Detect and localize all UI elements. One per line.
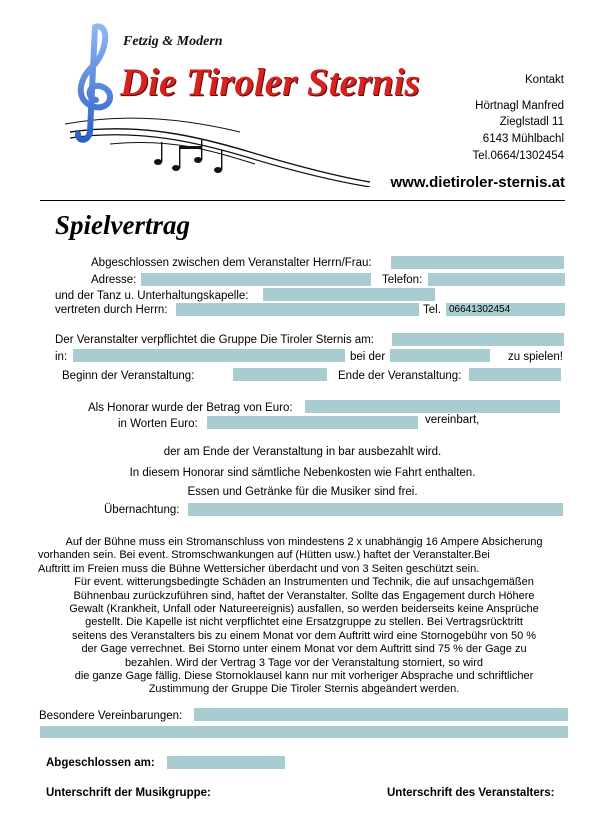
terms-line: die ganze Gage fällig. Diese Stornoklausel kann nur mit vorheriger Absprache und schriftlicher <box>74 670 534 683</box>
end-label: Ende der Veranstaltung: <box>338 370 462 382</box>
tel-field[interactable]: 06641302454 <box>446 303 565 316</box>
contact-street: Zieglstadl 11 <box>499 116 564 128</box>
play-label: zu spielen! <box>508 351 563 363</box>
address-field[interactable] <box>141 273 371 286</box>
terms-line: der Gage verrechnet. Bei Storno unter einem Monat vor dem Auftritt sind 75 % der Gage zu <box>81 643 527 656</box>
terms-block <box>38 536 570 697</box>
in-label: in: <box>55 351 68 363</box>
organizer-field[interactable] <box>391 256 564 269</box>
terms-line: seitens des Veranstalters bis zu einem Monat vor dem Auftritt wird eine Stornogebühr von 50 % <box>71 629 537 642</box>
organizer-label: Abgeschlossen zwischen dem Veranstalter Herrn/Frau: <box>91 257 372 269</box>
fee-field[interactable] <box>305 400 560 413</box>
end-field[interactable] <box>469 368 561 381</box>
words-label: in Worten Euro: <box>118 418 198 430</box>
logo-tagline: Fetzig & Modern <box>123 34 223 49</box>
at-label: bei der <box>350 351 386 363</box>
overnight-field[interactable] <box>188 503 563 516</box>
location-field[interactable] <box>73 349 345 362</box>
terms-line: bezahlen. Wird der Vertrag 3 Tage vor der Veranstaltung storniert, so wird <box>124 656 484 669</box>
start-field[interactable] <box>233 368 327 381</box>
terms-line: Bühnenbau zurückzuführen sind, haftet der Veranstalter. Sollte das Engagement durch Höhere <box>73 589 535 602</box>
start-label: Beginn der Veranstaltung: <box>62 370 195 382</box>
phone-field[interactable] <box>428 273 565 286</box>
tel-label: Tel. <box>423 304 441 316</box>
represented-field[interactable] <box>176 303 419 316</box>
concluded-label: Abgeschlossen am: <box>46 757 155 769</box>
contact-phone: Tel.0664/1302454 <box>472 150 564 162</box>
food-text: Essen und Getränke für die Musiker sind frei. <box>187 486 418 498</box>
incl-text: In diesem Honorar sind sämtliche Nebenkosten wie Fahrt enthalten. <box>129 467 476 479</box>
special-label: Besondere Vereinbarungen: <box>39 710 183 722</box>
logo-name: Die Tiroler Sternis <box>120 61 420 104</box>
band-field[interactable] <box>263 288 435 301</box>
terms-line: Zustimmung der Gruppe Die Tiroler Sternis abgeändert werden. <box>148 683 460 696</box>
event-field[interactable] <box>390 349 490 362</box>
contact-name: Hörtnagl Manfred <box>475 100 564 112</box>
address-label: Adresse: <box>91 274 137 286</box>
page-title: Spielvertrag <box>55 210 190 240</box>
header-divider <box>40 200 565 201</box>
terms-line: vorhanden sein. Bei event. Stromschwankungen auf (Hütten usw.) haftet der Veranstalter.Bei <box>38 549 490 562</box>
contact-city: 6143 Mühlbachl <box>482 133 564 145</box>
sign-organizer-label: Unterschrift des Veranstalters: <box>387 787 555 799</box>
represented-label: vertreten durch Herrn: <box>55 304 168 316</box>
agreed-label: vereinbart, <box>425 414 480 426</box>
sign-band-label: Unterschrift der Musikgruppe: <box>46 787 211 799</box>
date-field[interactable] <box>392 333 564 346</box>
phone-label: Telefon: <box>382 274 423 286</box>
words-field[interactable] <box>207 416 418 429</box>
cash-text: der am Ende der Veranstaltung in bar ausbezahlt wird. <box>163 446 442 458</box>
terms-line: Auftritt im Freien muss die Bühne Wettersicher überdacht und von 3 Seiten geschützt sein. <box>38 562 480 575</box>
special-field-2[interactable] <box>40 726 568 738</box>
band-logo <box>50 12 420 187</box>
commit-label: Der Veranstalter verpflichtet die Gruppe Die Tiroler Sternis am: <box>55 334 374 346</box>
special-field-1[interactable] <box>194 708 568 721</box>
terms-line: Auf der Bühne muss ein Stromanschluss von mindestens 2 x unabhängig 16 Ampere Absicherung <box>65 536 543 548</box>
fee-label: Als Honorar wurde der Betrag von Euro: <box>88 402 293 414</box>
terms-line: Für event. witterungsbedingte Schäden an Instrumenten und Technik, die auf unsachgemäßen <box>74 576 534 589</box>
contact-heading: Kontakt <box>525 74 564 86</box>
overnight-label: Übernachtung: <box>104 504 180 516</box>
terms-line: Gewalt (Krankheit, Unfall oder Natureereignis) ausfallen, so werden beiderseits keine Ansprüche <box>69 603 539 616</box>
concluded-field[interactable] <box>167 756 285 769</box>
terms-line: gestellt. Die Kapelle ist nicht verpflichtet eine Ersatzgruppe zu stellen. Bei Vertragsrücktritt <box>85 616 523 629</box>
band-label: und der Tanz u. Unterhaltungskapelle: <box>55 290 249 302</box>
website-link[interactable]: www.dietiroler-sternis.at <box>390 174 565 191</box>
